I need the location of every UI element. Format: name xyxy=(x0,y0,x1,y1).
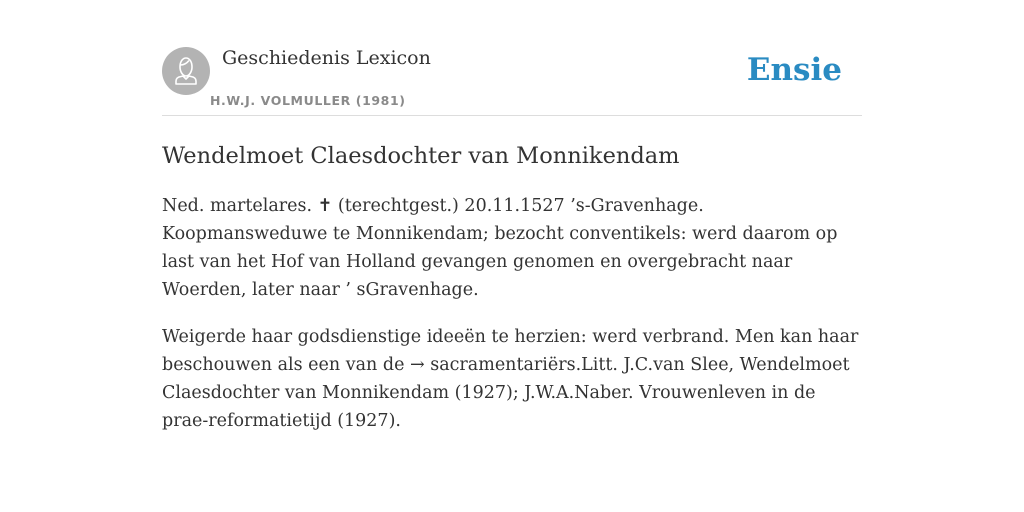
brand-logo[interactable]: Ensie xyxy=(746,52,842,88)
source-author: H.W.J. VOLMULLER (1981) xyxy=(210,93,406,108)
entry-title: Wendelmoet Claesdochter van Monnikendam xyxy=(162,143,680,169)
entry-paragraph: Ned. martelares. ✝ (terechtgest.) 20.11.1527 ’s-Gravenhage. Koopmansweduwe te Monnikendam; bezocht conventikels: werd daarom op last van het Hof van Holland gevangen genomen en overgebracht naar Woerden, later naar ’ sGravenhage. xyxy=(162,196,838,300)
user-silhouette-icon[interactable] xyxy=(162,47,210,95)
entry-paragraph xyxy=(162,323,862,435)
cross-reference-link[interactable]: → sacramentariërs xyxy=(409,355,576,375)
entry-header xyxy=(162,46,862,116)
entry-text: .Litt. J.C.van Slee, Wendelmoet Claesdochter van Monnikendam (1927); J.W.A.Naber. Vrouwenleven in de prae-reformatietijd (1927). xyxy=(162,355,850,431)
entry-text: Weigerde haar godsdienstige ideeën te herzien: werd verbrand. Men kan haar beschouwen als een van de xyxy=(162,327,859,375)
source-title-link[interactable]: Geschiedenis Lexicon xyxy=(222,47,431,69)
entry-card xyxy=(162,46,862,435)
